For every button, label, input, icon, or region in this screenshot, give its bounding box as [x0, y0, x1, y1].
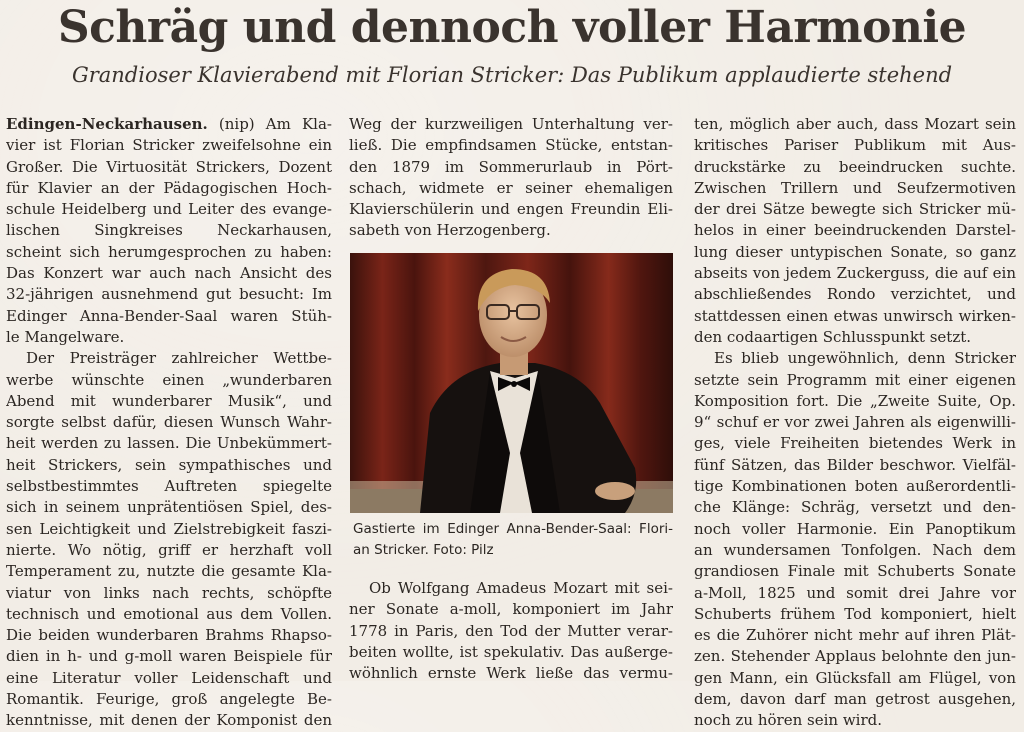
text-line: noch voller Harmonie. Ein Panoptikum: [694, 519, 1016, 538]
photo-caption: [353, 519, 673, 561]
text-line: an wundersamen Tonfolgen. Nach dem: [694, 540, 1016, 559]
caption-line: Gastierte im Edinger Anna-Bender-Saal: Flori-: [353, 521, 673, 537]
text-line: für Klavier an der Pädagogischen Hoch-: [6, 178, 332, 197]
text-line: fünf Sätzen, das Bilder beschwor. Vielfäl-: [694, 455, 1016, 474]
text-line: nierte. Wo nötig, griff er herzhaft voll: [6, 540, 332, 559]
caption-line: an Stricker. Foto: Pilz: [353, 542, 494, 558]
text-line: den codaartigen Schlusspunkt setzt.: [694, 327, 972, 346]
text-line: es die Zuhörer nicht mehr auf ihren Plät-: [694, 626, 1016, 645]
text-line: beiten wollte, ist spekulativ. Das außerge-: [349, 642, 673, 661]
text-line: 32-jährigen ausnehmend gut besucht: Im: [6, 285, 332, 304]
text-line: stattdessen einen etwas unwirsch wirken-: [694, 306, 1016, 325]
text-line: Zwischen Trillern und Seufzermotiven: [694, 178, 1016, 197]
text-line: kenntnisse, mit denen der Komponist den: [6, 711, 332, 730]
text-line: setzte sein Programm mit einer eigenen: [694, 370, 1016, 389]
text-line: ten, möglich aber auch, dass Mozart sein: [694, 115, 1016, 133]
article-column-2: [349, 114, 673, 242]
pianist-photo-illustration: [350, 253, 673, 513]
text-line: abschließendes Rondo verzichtet, und: [694, 285, 1016, 304]
subheadline: Grandioser Klavierabend mit Florian Stricker: Das Publikum applaudierte stehend: [71, 63, 953, 87]
headline: Schräg und dennoch voller Harmonie: [57, 2, 967, 53]
text-line: heit werden zu lassen. Die Unbekümmert-: [6, 434, 332, 453]
text-line: helos in einer beeindruckenden Darstel-: [694, 221, 1016, 240]
text-line: eine Literatur voller Leidenschaft und: [6, 668, 332, 687]
text-line: schule Heidelberg und Leiter des evange-: [6, 200, 332, 219]
text-line: a-Moll, 1825 und somit drei Jahre vor: [694, 583, 1016, 602]
text-line: sich in seinem unprätentiösen Spiel, des-: [6, 498, 332, 517]
text-line: ließ. Die empfindsamen Stücke, entstan-: [349, 136, 673, 155]
article-column-3: [694, 114, 1016, 732]
text-line: sabeth von Herzogenberg.: [349, 221, 551, 240]
text-line: vier ist Florian Stricker zweifelsohne ein: [6, 136, 332, 155]
text-line: le Mangelware.: [6, 327, 125, 346]
text-line: tige Kombinationen boten außerordentli-: [694, 477, 1016, 496]
text-line: Romantik. Feurige, groß angelegte Be-: [6, 690, 332, 709]
text-line: ner Sonate a-moll, komponiert im Jahr: [349, 600, 673, 619]
dateline: Edingen-Neckarhausen.: [6, 115, 208, 133]
text-line: Komposition fort. Die „Zweite Suite, Op.: [694, 391, 1016, 410]
text-line: lischen Singkreises Neckarhausen,: [6, 221, 332, 240]
text-line: Temperament zu, nutzte die gesamte Kla-: [6, 562, 332, 581]
text-line: Abend mit wunderbarer Musik“, und: [6, 391, 332, 410]
text-line: scheint sich herumgesprochen zu haben:: [6, 242, 332, 261]
text-line: 9“ schuf er vor zwei Jahren als eigenwilli-: [694, 413, 1016, 432]
text-line: druckstärke zu beeindrucken suchte.: [694, 157, 1016, 176]
text-line: Edingen-Neckarhausen. (nip) Am Kla-: [6, 115, 332, 133]
text-line: dien in h- und g-moll waren Beispiele für: [6, 647, 332, 666]
text-line: che Klänge: Schräg, versetzt und den-: [694, 498, 1016, 517]
text-line: Schuberts frühem Tod komponiert, hielt: [694, 604, 1016, 623]
text-line: lung dieser untypischen Sonate, so ganz: [694, 242, 1016, 261]
text-line: wöhnlich ernste Werk ließe das vermu-: [349, 664, 673, 683]
text-line: werbe wünschte einen „wunderbaren: [6, 370, 332, 389]
text-line: noch zu hören sein wird.: [694, 711, 882, 730]
text-line: Großer. Die Virtuosität Strickers, Dozent: [6, 157, 332, 176]
text-line: Ob Wolfgang Amadeus Mozart mit sei-: [369, 579, 673, 597]
text-line: technisch und emotional aus dem Vollen.: [6, 604, 332, 623]
text-line: Weg der kurzweiligen Unterhaltung ver-: [349, 115, 673, 133]
article-column-1: [6, 114, 332, 732]
text-line: den 1879 im Sommerurlaub in Pört-: [349, 157, 673, 176]
text-line: dem, davon darf man getrost ausgehen,: [694, 690, 1016, 709]
text-line: Es blieb ungewöhnlich, denn Stricker: [714, 349, 1016, 368]
text-line: zen. Stehender Applaus belohnte den jun-: [694, 647, 1016, 666]
text-line: Der Preisträger zahlreicher Wettbe-: [26, 349, 332, 368]
text-line: 1778 in Paris, den Tod der Mutter verar-: [349, 621, 673, 640]
article-column-2-continued: [349, 578, 673, 684]
text-line: sen Leichtigkeit und Zielstrebigkeit faszi-: [6, 519, 332, 538]
text-line: Klavierschülerin und engen Freundin Eli-: [349, 200, 673, 219]
text-line: ges, viele Freiheiten bietendes Werk in: [694, 434, 1016, 453]
text-line: Edinger Anna-Bender-Saal waren Stüh-: [6, 306, 332, 325]
text-line: heit Strickers, sein sympathisches und: [6, 455, 332, 474]
text-line: sorgte selbst dafür, diesen Wunsch Wahr-: [6, 413, 332, 432]
text-line: selbstbestimmtes Auftreten spiegelte: [6, 477, 332, 496]
text-line: viatur von links nach rechts, schöpfte: [6, 583, 332, 602]
text-line: der drei Sätze bewegte sich Stricker mü-: [694, 200, 1016, 219]
text-line: schach, widmete er seiner ehemaligen: [349, 178, 673, 197]
text-line: abseits von jedem Zuckerguss, die auf ein: [694, 264, 1016, 283]
text-line: gen Mann, ein Glücksfall am Flügel, von: [694, 668, 1016, 687]
text-line: Die beiden wunderbaren Brahms Rhapso-: [6, 626, 332, 645]
text-line: kritisches Pariser Publikum mit Aus-: [694, 136, 1016, 155]
pianist-photo: [350, 253, 673, 513]
text-line: Das Konzert war auch nach Ansicht des: [6, 264, 332, 283]
text-line: grandiosen Finale mit Schuberts Sonate: [694, 562, 1016, 581]
